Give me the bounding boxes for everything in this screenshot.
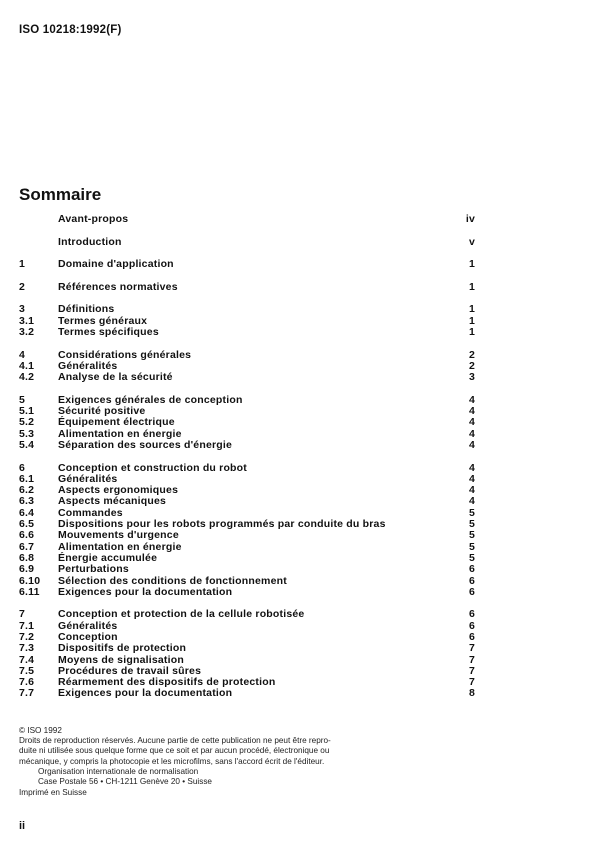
toc-entry-page: 6: [468, 563, 475, 576]
toc-entry-title: Généralités: [58, 619, 118, 632]
toc-entry-number: 2: [19, 280, 26, 293]
toc-entry-page: 2: [468, 348, 475, 361]
toc-entry-page: 4: [468, 495, 475, 508]
toc-entry-number: 6.5: [19, 518, 35, 531]
copyright-line: Droits de reproduction réservés. Aucune partie de cette publication ne peut être repro-: [19, 736, 331, 746]
toc-entry-page: 4: [468, 393, 475, 406]
toc-entry: [19, 304, 475, 315]
copyright-notice: [19, 726, 331, 767]
toc-entry-title: Alimentation en énergie: [58, 540, 182, 553]
toc-entry-page: 5: [468, 506, 475, 519]
toc-entry-title: Séparation des sources d'énergie: [58, 438, 233, 451]
toc-entry-page: 4: [468, 427, 475, 440]
toc-entry-number: 4: [19, 348, 26, 361]
organization-postal: Case Postale 56 • CH-1211 Genève 20 • Suisse: [38, 777, 212, 786]
toc-entry-number: 7.3: [19, 642, 35, 655]
toc-entry-title: Conception: [58, 630, 118, 643]
toc-entry-number: 6.3: [19, 495, 35, 508]
toc-entry-number: 6.1: [19, 472, 35, 485]
toc-entry: [19, 609, 475, 620]
toc-entry-title: Réarmement des dispositifs de protection: [58, 676, 276, 689]
toc-entry-page: 1: [468, 325, 475, 338]
toc-entry-page: 7: [468, 664, 475, 677]
toc-entry-title: Généralités: [58, 472, 118, 485]
toc-entry-number: 5.1: [19, 405, 35, 418]
toc-entry-page: 8: [468, 687, 475, 700]
toc-entry-number: 7.7: [19, 687, 35, 700]
toc-entry-title: Moyens de signalisation: [58, 653, 184, 666]
toc-entry-title: Considérations générales: [58, 348, 192, 361]
toc-entry-number: 7: [19, 608, 26, 621]
printed-in: Imprimé en Suisse: [19, 788, 87, 797]
toc-entry-title: Dispositifs de protection: [58, 642, 187, 655]
toc-entry-page: 6: [468, 585, 475, 598]
toc-entry: [19, 282, 475, 293]
toc-entry-page: 6: [468, 574, 475, 587]
toc-entry-title: Procédures de travail sûres: [58, 664, 202, 677]
page-title: Sommaire: [19, 185, 102, 204]
toc-entry-title: Généralités: [58, 359, 118, 372]
toc-entry: [19, 327, 475, 338]
toc-entry-title: Aspects ergonomiques: [58, 484, 179, 497]
toc-entry-title: Analyse de la sécurité: [58, 371, 173, 384]
toc-entry-title: Aspects mécaniques: [58, 495, 167, 508]
toc-entry-number: 5.3: [19, 427, 35, 440]
toc-entry-title: Dispositions pour les robots programmés par conduite du bras: [58, 518, 386, 531]
toc-entry: [19, 564, 475, 575]
document-header: ISO 10218:1992(F): [19, 24, 122, 36]
toc-entry-number: 3: [19, 303, 26, 316]
toc-entry-title: Commandes: [58, 506, 123, 519]
toc-entry-title: Termes généraux: [58, 314, 148, 327]
toc-entry-page: 4: [468, 405, 475, 418]
toc-entry-title: Définitions: [58, 303, 115, 316]
toc-entry-page: 4: [468, 438, 475, 451]
toc-entry-number: 7.5: [19, 664, 35, 677]
toc-entry-title: Domaine d'application: [58, 258, 174, 271]
toc-entry-number: 6.10: [19, 574, 41, 587]
toc-entry-number: 6.9: [19, 563, 35, 576]
toc-entry: [19, 237, 475, 248]
toc-entry-title: Exigences générales de conception: [58, 393, 243, 406]
toc-entry-number: 7.4: [19, 653, 35, 666]
toc-entry-number: 5.2: [19, 416, 35, 429]
toc-entry-number: 6.11: [19, 585, 40, 598]
toc-entry-title: Mouvements d'urgence: [58, 529, 179, 542]
toc-entry-page: 4: [468, 484, 475, 497]
toc-entry-number: 4.2: [19, 371, 35, 384]
toc-entry-page: 1: [468, 258, 475, 271]
toc-entry-number: 7.1: [19, 619, 35, 632]
toc-entry-number: 7.2: [19, 630, 35, 643]
toc-entry-number: 6.7: [19, 540, 35, 553]
copyright-line: mécanique, y compris la photocopie et les microfilms, sans l'accord écrit de l'éditeur.: [19, 756, 325, 766]
toc-entry: [19, 417, 475, 428]
toc-entry: [19, 643, 475, 654]
toc-entry: [19, 440, 475, 451]
toc-entry-title: Avant-propos: [58, 213, 129, 225]
toc-entry: [19, 688, 475, 699]
toc-entry-title: Perturbations: [58, 563, 129, 576]
toc-entry-page: 7: [468, 642, 475, 655]
toc-entry-number: 5: [19, 393, 26, 406]
toc-entry-page: iv: [465, 213, 475, 225]
toc-entry-title: Alimentation en énergie: [58, 427, 182, 440]
toc-entry-page: 6: [468, 608, 475, 621]
table-of-contents: [19, 214, 475, 700]
toc-entry-title: Exigences pour la documentation: [58, 687, 233, 700]
toc-entry-page: 6: [468, 630, 475, 643]
toc-entry-page: 4: [468, 416, 475, 429]
toc-entry-page: 2: [468, 359, 475, 372]
organization-name: Organisation internationale de normalisation: [38, 767, 199, 776]
toc-entry-number: 6.6: [19, 529, 35, 542]
toc-entry-title: Équipement électrique: [58, 416, 175, 429]
toc-entry-number: 5.4: [19, 438, 35, 451]
toc-entry-number: 6.8: [19, 551, 35, 564]
toc-entry-page: 5: [468, 540, 475, 553]
toc-entry-page: 7: [468, 653, 475, 666]
toc-entry-number: 7.6: [19, 676, 35, 689]
copyright-line: duite ni utilisée sous quelque forme que ce soit et par aucun procédé, électronique ou: [19, 746, 330, 756]
toc-entry: [19, 372, 475, 383]
toc-entry-title: Introduction: [58, 235, 122, 248]
toc-entry-number: 6.4: [19, 506, 35, 519]
toc-entry: [19, 259, 475, 270]
organization-address: [38, 767, 212, 787]
toc-entry-page: 1: [468, 303, 475, 316]
toc-entry-page: 3: [468, 371, 475, 384]
toc-entry-page: v: [468, 235, 475, 248]
toc-entry-title: Sécurité positive: [58, 405, 146, 418]
toc-entry-number: 3.1: [19, 314, 35, 327]
toc-entry-page: 5: [468, 518, 475, 531]
toc-entry-page: 1: [468, 314, 475, 327]
toc-entry-title: Énergie accumulée: [58, 551, 158, 564]
toc-entry-title: Exigences pour la documentation: [58, 585, 233, 598]
toc-entry-number: 4.1: [19, 359, 35, 372]
toc-entry-page: 5: [468, 551, 475, 564]
page-number: ii: [19, 820, 26, 832]
toc-entry-number: 6: [19, 461, 26, 474]
toc-entry-page: 5: [468, 529, 475, 542]
toc-entry: [19, 530, 475, 541]
toc-entry: [19, 587, 475, 598]
toc-entry-title: Références normatives: [58, 280, 178, 293]
toc-entry-title: Termes spécifiques: [58, 325, 159, 338]
toc-entry-title: Conception et construction du robot: [58, 461, 247, 474]
toc-entry-number: 6.2: [19, 484, 35, 497]
toc-entry-number: 1: [19, 258, 26, 271]
toc-entry-title: Conception et protection de la cellule robotisée: [58, 608, 305, 621]
toc-entry-page: 1: [468, 280, 475, 293]
toc-entry-page: 4: [468, 472, 475, 485]
toc-entry-page: 7: [468, 676, 475, 689]
toc-entry-page: 4: [468, 461, 475, 474]
toc-entry-title: Sélection des conditions de fonctionnement: [58, 574, 287, 587]
toc-entry: [19, 214, 475, 225]
toc-entry-number: 3.2: [19, 325, 35, 338]
copyright-line: © ISO 1992: [19, 726, 62, 735]
toc-entry-page: 6: [468, 619, 475, 632]
